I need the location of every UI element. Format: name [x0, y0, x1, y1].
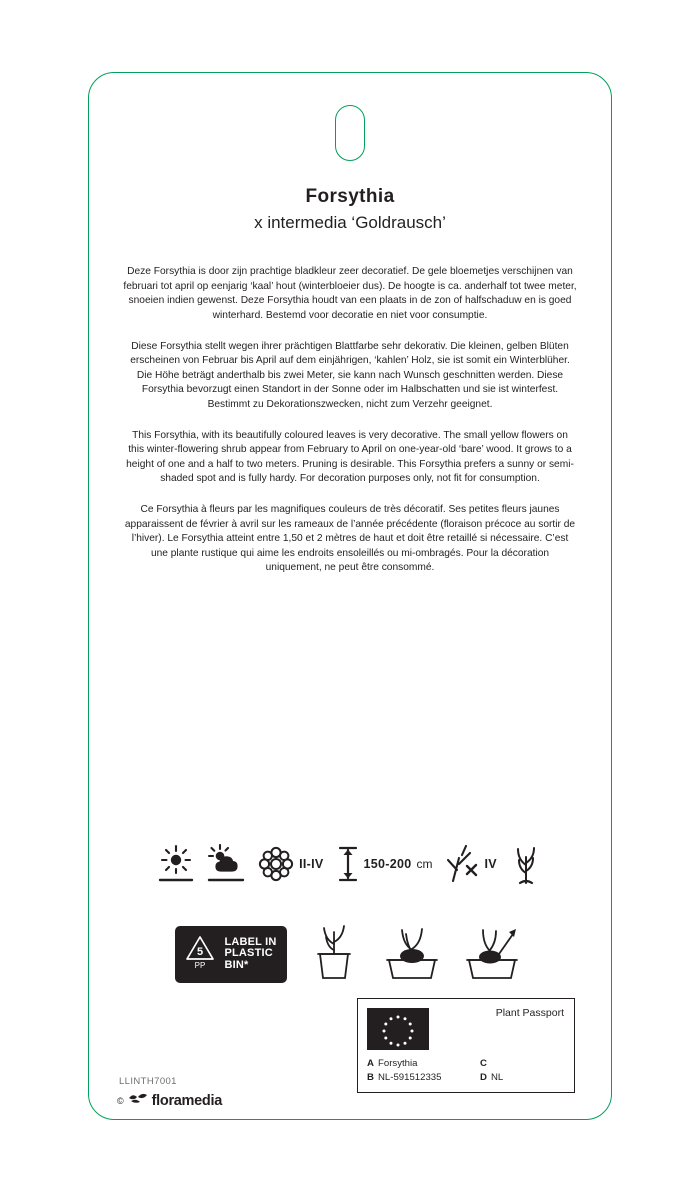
passport-value-d: NL: [491, 1072, 504, 1083]
plant-in-ground-icon: [459, 920, 525, 989]
plant-label-card: [88, 72, 612, 1120]
pictogram-winter-hardy: [510, 843, 542, 885]
pictogram-partial-shade: [207, 844, 245, 884]
full-sun-icon: [158, 844, 194, 884]
description-fr: Ce Forsythia à fleurs par les magnifiques couleurs de très décoratif. Ses petites fleurs jaunes apparaissent de février à avril sur les rameaux de l’année précédente (floraison précoce au sortir de l’hiver). Le Forsythia atteint entre 1,50 et 2 mètres de haut et doit être retaillé si nécessaire. C’est une plante rustique qui aime les endroits ensoleillés ou mi-ombragés. Pour la décoration uniquement, ne peut être consommé.: [124, 503, 576, 574]
pot-plant-icon: [303, 920, 365, 989]
description-en: This Forsythia, with its beautifully coloured leaves is very decorative. The small yellow flowers on this winter-flowering shrub appear from February to April on one-year-old ‘bare’ wood. It grows to a height of one and a half to two meters. Pruning is desirable. This Forsythia prefers a sunny or semi-shaded spot and is fully hardy. For decoration purposes only, not fit for consumption.: [126, 429, 574, 485]
partial-shade-icon: [207, 844, 245, 884]
passport-fields: [367, 1057, 566, 1085]
copyright-symbol: ©: [117, 1095, 124, 1106]
hang-hole: [335, 105, 365, 161]
winter-hardy-icon: [510, 843, 542, 885]
brand-footer: [117, 1091, 222, 1110]
pictogram-row: [89, 833, 611, 895]
svg-text:5: 5: [197, 945, 204, 958]
description-block: [123, 255, 577, 592]
passport-value-a: Forsythia: [378, 1058, 418, 1069]
flowering-period-icon: [258, 846, 294, 882]
cultivar-name: x intermedia ‘Goldrausch’: [254, 213, 446, 232]
passport-key-b: B: [367, 1072, 374, 1083]
eu-flag-icon: [367, 1008, 429, 1050]
description-de: Diese Forsythia stellt wegen ihrer prächtigen Blattfarbe sehr dekorativ. Die kleinen, gelben Blüten erscheinen von Februar bis April auf dem einjährigen, ‘kahlen’ Holz, sie ist somit ein Winterblüher. Die Höhe beträgt anderthalb bis zwei Meter, sie kann nach Wunsch geschnitten werden. Diese Forsythia bevorzugt einen Standort in der Sonne oder im Halbschatten und sie ist winterfest. Bestimmt zu Dekorationszwecken, nicht zum Verzehr geeignet.: [130, 340, 570, 410]
passport-row-a: [367, 1057, 566, 1071]
passport-key-d: D: [480, 1072, 487, 1083]
pictogram-pruning: [445, 844, 496, 884]
passport-col2-d: [480, 1071, 566, 1085]
recycling-line-2: PLASTIC: [224, 947, 273, 960]
pictogram-height: [337, 844, 433, 884]
recycling-line-1: LABEL IN: [224, 935, 277, 948]
passport-value-c: [491, 1057, 566, 1071]
passport-key-c: C: [480, 1058, 487, 1069]
flowering-period-label: II-IV: [299, 857, 324, 871]
passport-value-b: NL-591512335: [378, 1072, 442, 1083]
passport-col2-c: [480, 1057, 566, 1071]
passport-row-b: [367, 1071, 566, 1085]
pictogram-flowering-period: [258, 846, 323, 882]
page-title: Forsythia: [305, 186, 395, 207]
svg-text:PP: PP: [195, 960, 206, 970]
title-block: [89, 186, 611, 233]
brand-name: floramedia: [151, 1092, 222, 1109]
pruning-month-label: IV: [484, 857, 497, 871]
passport-heading: Plant Passport: [495, 1007, 564, 1019]
pruning-icon: [445, 844, 479, 884]
recycling-triangle-icon: [183, 933, 217, 976]
soak-rootball-icon: [381, 920, 443, 989]
recycling-and-steps-row: [89, 918, 611, 990]
recycling-badge: [175, 926, 286, 983]
recycling-line-3: BIN*: [224, 958, 249, 971]
plant-passport: [357, 998, 575, 1093]
height-value: 150-200: [363, 857, 412, 871]
height-icon: [337, 844, 359, 884]
floramedia-logo-icon: [128, 1091, 148, 1110]
height-unit: cm: [416, 857, 433, 871]
passport-key-a: A: [367, 1058, 374, 1069]
description-nl: Deze Forsythia is door zijn prachtige bladkleur zeer decoratief. De gele bloemetjes verschijnen van februari tot april op eenjarig ‘kaal’ hout (winterbloeier dus). De hoogte is ca. anderhalf tot twee meter, snoeien indien gewenst. Deze Forsythia houdt van een plaats in de zon of halfschaduw en is goed winterhard. Bestemd voor decoratie en niet voor consumptie.: [123, 266, 577, 321]
recycling-text: [224, 937, 276, 972]
pictogram-full-sun: [158, 844, 194, 884]
label-code: LLINTH7001: [119, 1076, 177, 1087]
